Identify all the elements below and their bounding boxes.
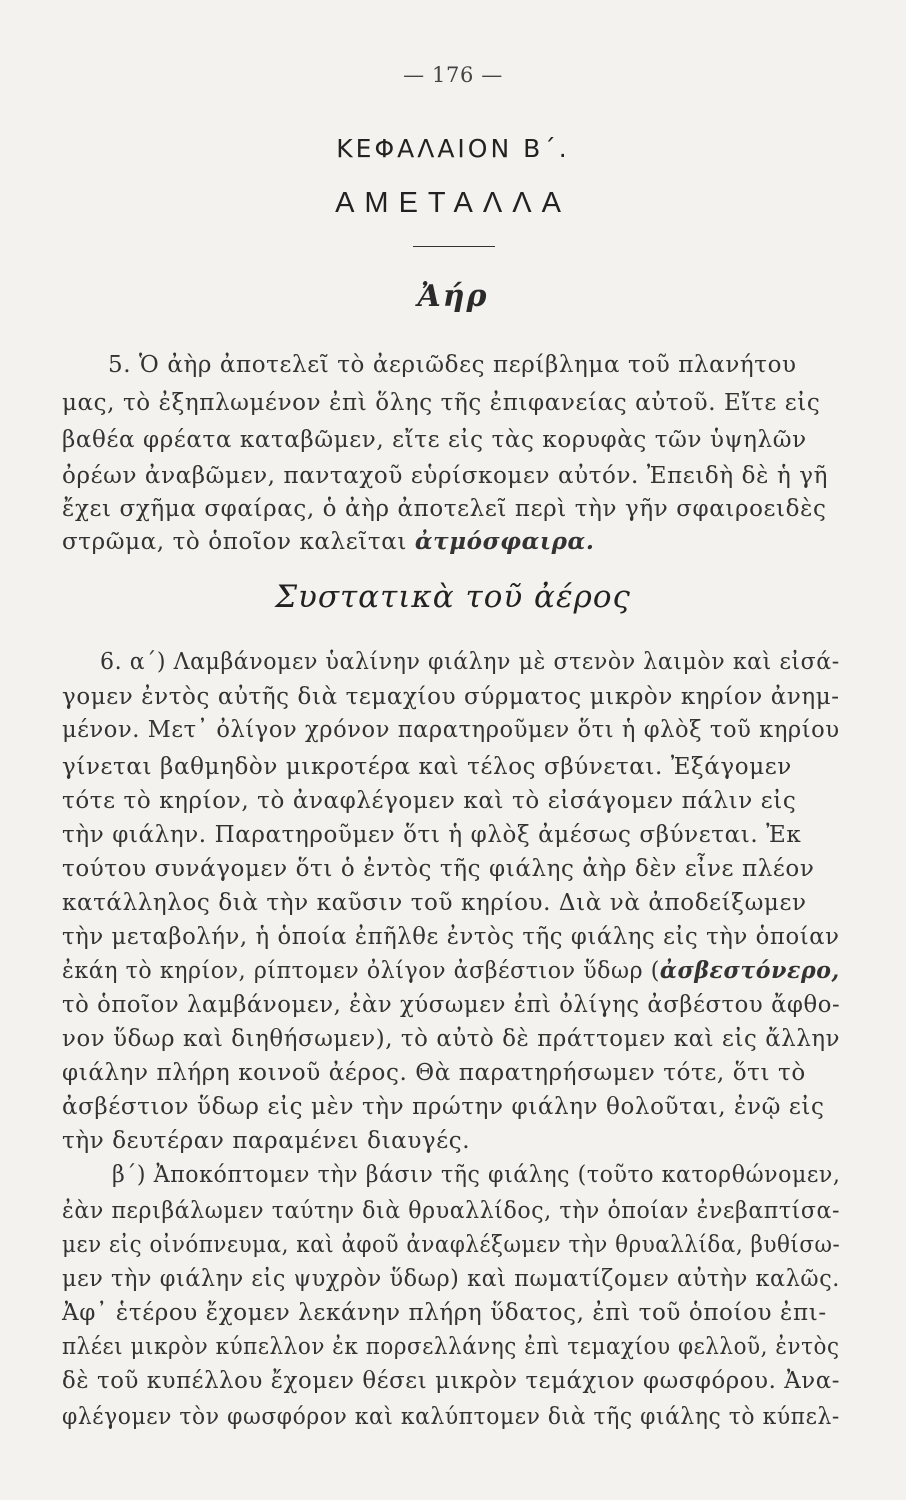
paragraph-6a-line: τὴν μεταβολήν, ἡ ὁποία ἐπῆλθε ἐντὸς τῆς φιάλης εἰς τὴν ὁποίαν (62, 924, 840, 950)
paragraph-6a-line: κατάλληλος διὰ τὴν καῦσιν τοῦ κηρίου. Διὰ νὰ ἀποδείξωμεν (62, 890, 807, 916)
chapter-heading: ΚΕΦΑΛΑΙΟΝ Β΄. (336, 134, 570, 163)
paragraph-6a-line: τούτου συνάγομεν ὅτι ὁ ἐντὸς τῆς φιάλης ἀὴρ δὲν εἶνε πλέον (62, 856, 815, 882)
paragraph-6b-line: δὲ τοῦ κυπέλλου ἔχομεν θέσει μικρὸν τεμάχιον φωσφόρου. Ἀνα- (62, 1368, 841, 1394)
term-atmosphere: ἀτμόσφαιρα. (414, 528, 595, 555)
page-title: ΑΜΕΤΑΛΛΑ (335, 187, 571, 219)
paragraph-6b-line: Ἀφ᾽ ἑτέρου ἔχομεν λεκάνην πλήρη ὕδατος, ἐπὶ τοῦ ὁποίου ἐπι- (62, 1300, 827, 1326)
paragraph-6a-text: ἐκάη τὸ κηρίον, ρίπτομεν ὀλίγον ἀσβέστιον ὕδωρ ( (62, 958, 660, 984)
paragraph-5-line: 5. Ὁ ἀὴρ ἀποτελεῖ τὸ ἀεριῶδες περίβλημα τοῦ πλανήτου (108, 352, 797, 378)
paragraph-5-line: βαθέα φρέατα καταβῶμεν, εἴτε εἰς τὰς κορυφὰς τῶν ὑψηλῶν (62, 427, 807, 453)
paragraph-6a-line: τότε τὸ κηρίον, τὸ ἀναφλέγομεν καὶ τὸ εἰσάγομεν πάλιν εἰς (62, 788, 797, 814)
paragraph-6a-line: γομεν ἐντὸς αὐτῆς διὰ τεμαχίου σύρματος μικρὸν κηρίον ἀνημ- (62, 684, 840, 710)
paragraph-6a-line: νον ὕδωρ καὶ διηθήσωμεν), τὸ αὐτὸ δὲ πράττομεν καὶ εἰς ἄλλην (62, 1026, 841, 1052)
section-heading: Συστατικὰ τοῦ ἀέρος (275, 579, 631, 615)
page-number: — 176 — (403, 63, 503, 87)
paragraph-6b-line: β΄) Ἀποκόπτομεν τὴν βάσιν τῆς φιάλης (τοῦτο κατορθώνομεν, (112, 1162, 841, 1188)
paragraph-6b-line: πλέει μικρὸν κύπελλον ἐκ πορσελλάνης ἐπὶ τεμαχίου φελλοῦ, ἐντὸς (62, 1334, 840, 1360)
paragraph-5-line: μας, τὸ ἐξηπλωμένον ἐπὶ ὅλης τῆς ἐπιφανείας αὐτοῦ. Εἴτε εἰς (62, 390, 821, 416)
title-divider (413, 246, 495, 247)
paragraph-6a-line: φιάλην πλήρη κοινοῦ ἀέρος. Θὰ παρατηρήσωμεν τότε, ὅτι τὸ (62, 1060, 806, 1086)
paragraph-5-line: ἔχει σχῆμα σφαίρας, ὁ ἀὴρ ἀποτελεῖ περὶ τὴν γῆν σφαιροειδὲς (62, 496, 827, 522)
paragraph-6a-line: τὸ ὁποῖον λαμβάνομεν, ἐὰν χύσωμεν ἐπὶ ὀλίγης ἀσβέστου ἄφθο- (62, 992, 841, 1018)
term-limewater: ἀσβεστόνερο, (659, 957, 840, 984)
paragraph-6a-line (62, 956, 840, 986)
paragraph-6a-line: μένον. Μετ᾽ ὀλίγον χρόνον παρατηροῦμεν ὅτι ἡ φλὸξ τοῦ κηρίου (62, 717, 840, 743)
paragraph-6b-line: ἐὰν περιβάλωμεν ταύτην διὰ θρυαλλίδος, τὴν ὁποίαν ἐνεβαπτίσα- (62, 1198, 841, 1224)
paragraph-5-line: ὀρέων ἀναβῶμεν, πανταχοῦ εὑρίσκομεν αὐτόν. Ἐπειδὴ δὲ ἡ γῆ (62, 463, 828, 489)
paragraph-6b-line: φλέγομεν τὸν φωσφόρον καὶ καλύπτομεν διὰ τῆς φιάλης τὸ κύπελ- (62, 1404, 840, 1430)
paragraph-6a-line: γίνεται βαθμηδὸν μικροτέρα καὶ τέλος σβύνεται. Ἐξάγομεν (62, 754, 792, 780)
paragraph-6a-line: 6. α΄) Λαμβάνομεν ὑαλίνην φιάλην μὲ στενὸν λαιμὸν καὶ εἰσά- (100, 649, 840, 675)
paragraph-6a-line: τὴν δευτέραν παραμένει διαυγές. (62, 1128, 471, 1154)
paragraph-5-line (62, 527, 594, 557)
paragraph-6b-line: μεν εἰς οἰνόπνευμα, καὶ ἀφοῦ ἀναφλέξωμεν τὴν θρυαλλίδα, βυθίσω- (62, 1232, 841, 1258)
subheading: Ἀήρ (417, 279, 489, 314)
paragraph-6b-line: μεν τὴν φιάλην εἰς ψυχρὸν ὕδωρ) καὶ πωματίζομεν αὐτὴν καλῶς. (62, 1266, 840, 1292)
paragraph-5-text: στρῶμα, τὸ ὁποῖον καλεῖται (62, 529, 407, 555)
paragraph-6a-line: τὴν φιάλην. Παρατηροῦμεν ὅτι ἡ φλὸξ ἀμέσως σβύνεται. Ἐκ (62, 822, 802, 848)
paragraph-6a-line: ἀσβέστιον ὕδωρ εἰς μὲν τὴν πρώτην φιάλην θολοῦται, ἐνῷ εἰς (62, 1094, 825, 1120)
